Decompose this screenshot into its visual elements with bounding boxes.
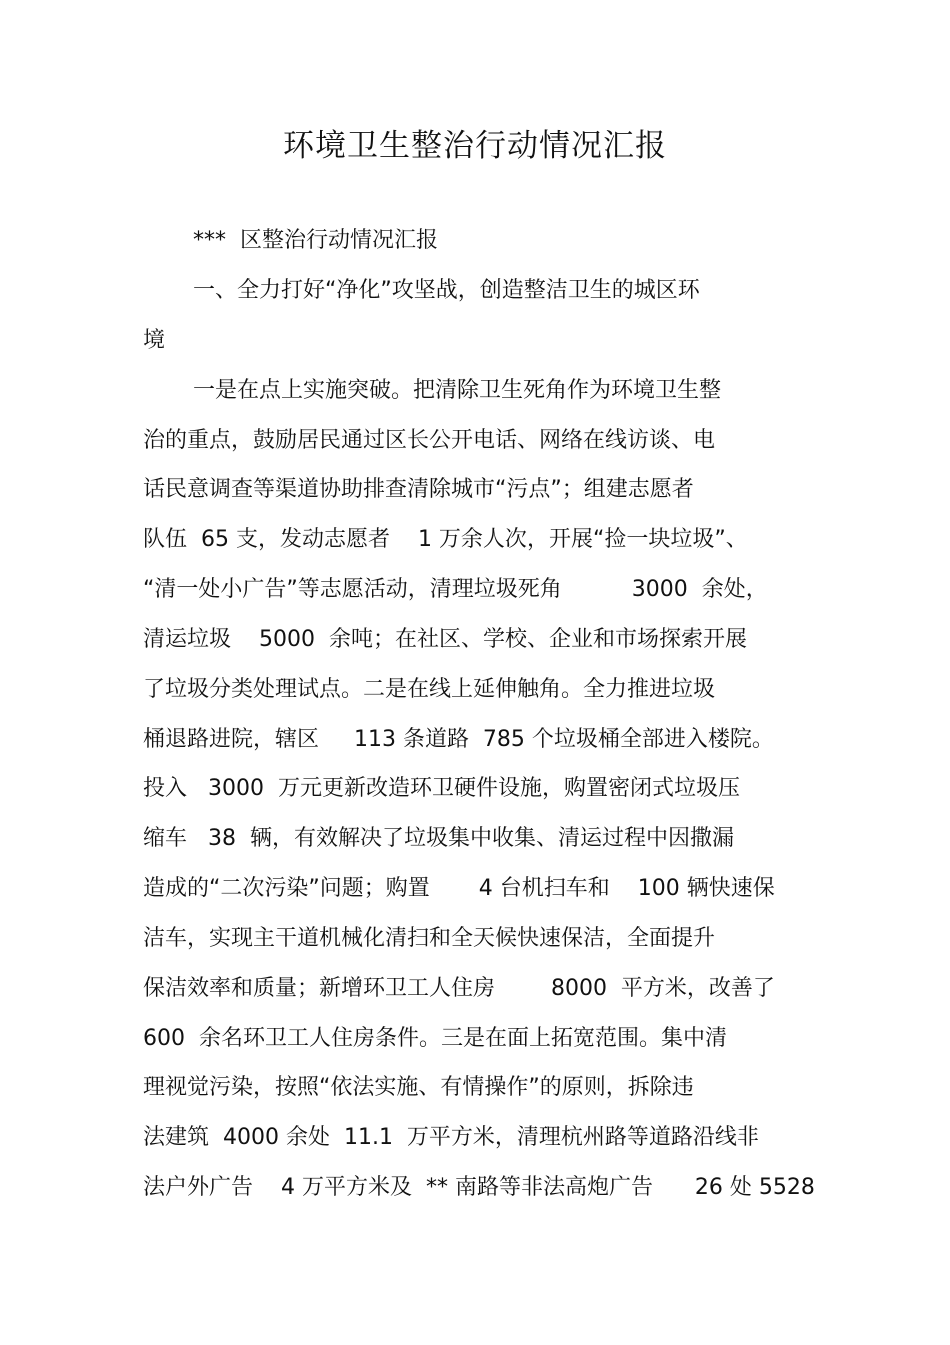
paragraph-line: 治的重点，鼓励居民通过区长公开电话、网络在线访谈、电 bbox=[143, 428, 716, 453]
paragraph-line: 桶退路进院，辖区 113 条道路 785 个垃圾桶全部进入楼院。 bbox=[143, 727, 774, 752]
paragraph-line: 清运垃圾 5000 余吨；在社区、学校、企业和市场探索开展 bbox=[143, 627, 747, 652]
paragraph-line: 队伍 65 支，发动志愿者 1 万余人次，开展“捡一块垃圾”、 bbox=[143, 527, 748, 552]
paragraph-line: 600 余名环卫工人住房条件。三是在面上拓宽范围。集中清 bbox=[143, 1026, 727, 1051]
paragraph-line: 保洁效率和质量；新增环卫工人住房 8000 平方米，改善了 bbox=[143, 976, 775, 1001]
section-heading-line: 一、全力打好“净化”攻坚战，创造整洁卫生的城区环 bbox=[193, 278, 700, 303]
paragraph-line: 了垃圾分类处理试点。二是在线上延伸触角。全力推进垃圾 bbox=[143, 677, 716, 702]
paragraph-line: 话民意调查等渠道协助排查清除城市“污点”；组建志愿者 bbox=[143, 477, 694, 502]
paragraph-line: 法建筑 4000 余处 11.1 万平方米，清理杭州路等道路沿线非 bbox=[143, 1125, 759, 1150]
paragraph-line: 法户外广告 4 万平方米及 ** 南路等非法高炮广告 26 处 5528 bbox=[143, 1175, 815, 1200]
paragraph-line: 造成的“二次污染”问题；购置 4 台机扫车和 100 辆快速保 bbox=[143, 876, 775, 901]
paragraph-line: “清一处小广告”等志愿活动，清理垃圾死角 3000 余处， bbox=[143, 577, 768, 602]
subtitle-line: *** 区整治行动情况汇报 bbox=[193, 228, 438, 253]
document-title: 环境卫生整治行动情况汇报 bbox=[283, 128, 667, 164]
section-heading-continuation: 境 bbox=[143, 328, 166, 353]
paragraph-line: 投入 3000 万元更新改造环卫硬件设施，购置密闭式垃圾压 bbox=[143, 776, 740, 801]
paragraph-line: 缩车 38 辆，有效解决了垃圾集中收集、清运过程中因撒漏 bbox=[143, 826, 734, 851]
paragraph-line: 理视觉污染，按照“依法实施、有情操作”的原则，拆除违 bbox=[143, 1075, 694, 1100]
paragraph-line: 洁车，实现主干道机械化清扫和全天候快速保洁，全面提升 bbox=[143, 926, 716, 951]
paragraph-line: 一是在点上实施突破。把清除卫生死角作为环境卫生整 bbox=[193, 378, 722, 403]
